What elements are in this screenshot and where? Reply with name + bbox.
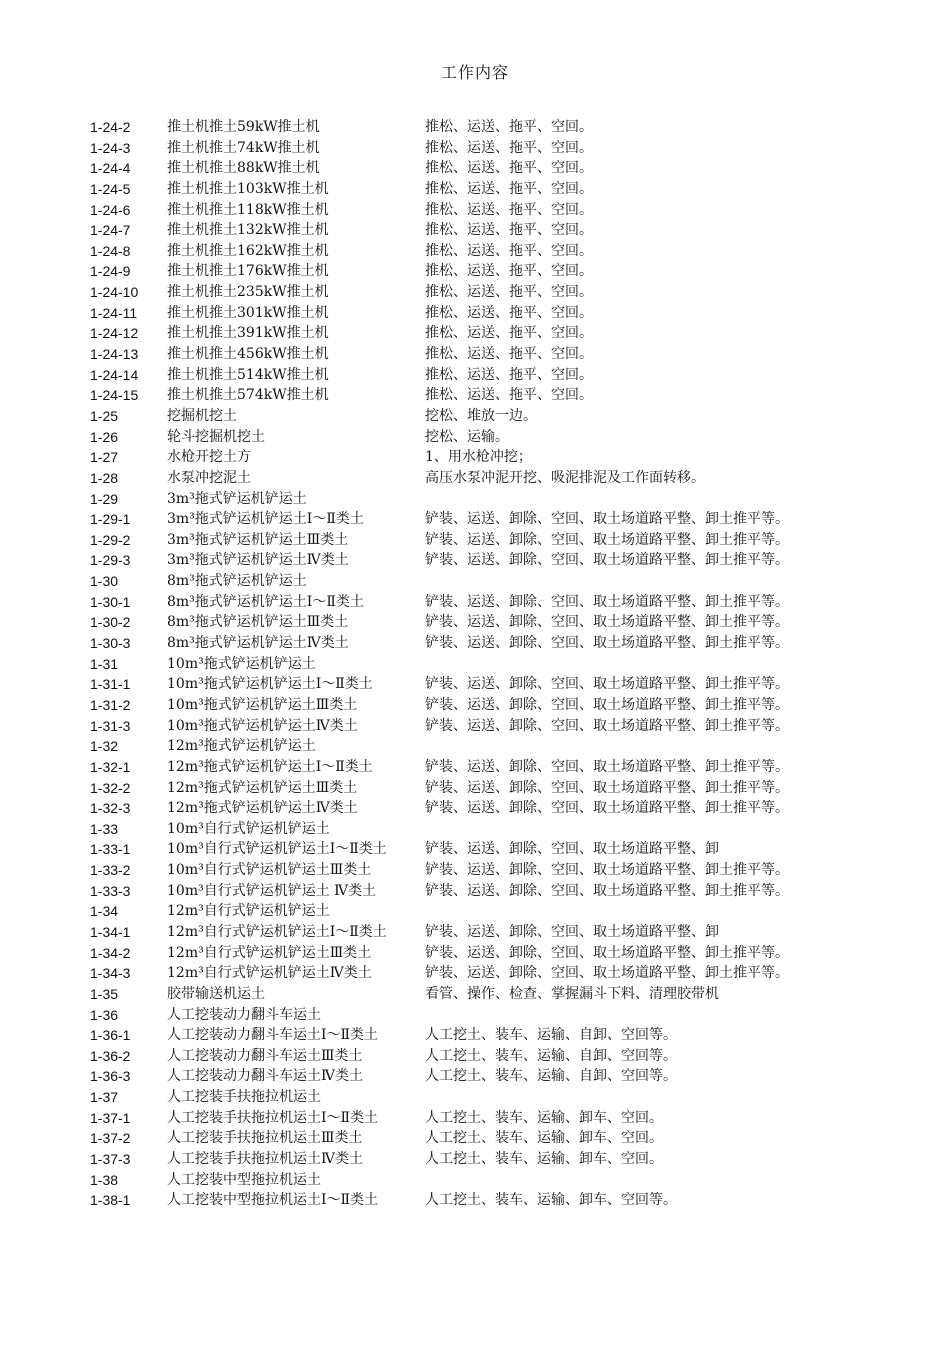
item-code: 1-36-3 — [90, 1068, 131, 1085]
item-name: 10m³自行式铲运机铲运土 — [167, 820, 330, 837]
item-content: 1、用水枪冲挖； — [425, 449, 532, 466]
item-code: 1-30-3 — [90, 635, 131, 652]
item-content: 铲装、运送、卸除、空回、取土场道路平整、卸土推平等。 — [425, 696, 789, 713]
list-item — [90, 303, 940, 324]
list-item — [90, 674, 940, 695]
list-item — [90, 220, 940, 241]
item-code: 1-24-5 — [90, 180, 131, 197]
item-code: 1-37-1 — [90, 1109, 131, 1126]
item-content: 推松、运送、拖平、空回。 — [425, 201, 593, 218]
item-name: 3m³拖式铲运机铲运土Ⅲ类土 — [167, 531, 349, 548]
item-name: 10m³拖式铲运机铲运土Ⅳ类土 — [167, 717, 358, 734]
item-name: 推土机推土176kW推土机 — [167, 263, 329, 280]
item-code: 1-29-2 — [90, 531, 131, 548]
list-item — [90, 1046, 940, 1067]
item-code: 1-24-10 — [90, 284, 139, 301]
item-name: 12m³自行式铲运机铲运土 — [167, 903, 330, 920]
item-content: 铲装、运送、卸除、空回、取土场道路平整、卸土推平等。 — [425, 882, 789, 899]
item-content: 推松、运送、拖平、空回。 — [425, 325, 593, 342]
list-item — [90, 819, 940, 840]
item-code: 1-33-1 — [90, 841, 131, 858]
item-name: 推土机推土118kW推土机 — [167, 201, 329, 218]
item-name: 推土机推土103kW推土机 — [167, 180, 329, 197]
list-item — [90, 736, 940, 757]
item-name: 12m³自行式铲运机铲运土Ⅲ类土 — [167, 944, 372, 961]
item-name: 10m³自行式铲运机铲运土Ⅰ～Ⅱ类土 — [167, 841, 387, 858]
item-name: 推土机推土514kW推土机 — [167, 366, 329, 383]
item-code: 1-31 — [90, 655, 119, 672]
list-item — [90, 406, 940, 427]
item-code: 1-31-3 — [90, 717, 131, 734]
item-content: 铲装、运送、卸除、空回、取土场道路平整、卸土推平等。 — [425, 800, 789, 817]
item-name: 水泵冲挖泥土 — [167, 469, 251, 486]
item-content: 人工挖土、装车、运输、自卸、空回等。 — [425, 1047, 677, 1064]
item-content: 挖松、堆放一边。 — [425, 407, 537, 424]
list-item — [90, 550, 940, 571]
item-content: 人工挖土、装车、运输、卸车、空回。 — [425, 1130, 663, 1147]
list-item — [90, 509, 940, 530]
list-item — [90, 530, 940, 551]
item-name: 推土机推土59kW推土机 — [167, 119, 320, 135]
list-item — [90, 447, 940, 468]
item-name: 推土机推土391kW推土机 — [167, 325, 329, 342]
item-code: 1-28 — [90, 469, 119, 486]
item-name: 推土机推土162kW推土机 — [167, 242, 329, 259]
list-item — [90, 881, 940, 902]
item-content: 推松、运送、拖平、空回。 — [425, 284, 593, 301]
item-content: 铲装、运送、卸除、空回、取土场道路平整、卸土推平等。 — [425, 862, 789, 879]
item-content: 铲装、运送、卸除、空回、取土场道路平整、卸土推平等。 — [425, 511, 789, 528]
item-code: 1-26 — [90, 428, 119, 445]
list-item — [90, 695, 940, 716]
item-code: 1-29-1 — [90, 511, 131, 528]
item-code: 1-36 — [90, 1006, 119, 1023]
item-name: 推土机推土88kW推土机 — [167, 160, 320, 177]
item-name: 3m³拖式铲运机铲运土 — [167, 490, 307, 507]
item-name: 人工挖装动力翻斗车运土Ⅰ～Ⅱ类土 — [167, 1027, 379, 1044]
item-name: 轮斗挖掘机挖土 — [167, 428, 265, 445]
item-content: 高压水泵冲泥开挖、吸泥排泥及工作面转移。 — [425, 469, 705, 486]
item-code: 1-24-4 — [90, 160, 131, 177]
item-content: 铲装、运送、卸除、空回、取土场道路平整、卸土推平等。 — [425, 593, 789, 610]
list-item — [90, 1025, 940, 1046]
list-item — [90, 200, 940, 221]
item-code: 1-33-2 — [90, 862, 131, 879]
item-name: 人工挖装手扶拖拉机运土Ⅳ类土 — [167, 1151, 363, 1168]
item-content: 推松、运送、拖平、空回。 — [425, 387, 593, 404]
item-code: 1-37-3 — [90, 1151, 131, 1168]
item-content: 推松、运送、拖平、空回。 — [425, 366, 593, 383]
item-content: 推松、运送、拖平、空回。 — [425, 222, 593, 239]
item-content: 推松、运送、拖平、空回。 — [425, 242, 593, 259]
item-code: 1-24-3 — [90, 139, 131, 156]
item-code: 1-34-3 — [90, 965, 131, 982]
list-item — [90, 489, 940, 510]
item-name: 推土机推土74kW推土机 — [167, 139, 320, 156]
item-code: 1-30 — [90, 573, 119, 590]
list-item — [90, 344, 940, 365]
item-content: 人工挖土、装车、运输、卸车、空回。 — [425, 1109, 663, 1126]
item-code: 1-24-9 — [90, 263, 131, 280]
item-code: 1-34 — [90, 903, 119, 920]
work-content-list — [90, 117, 940, 1211]
list-item — [90, 1149, 940, 1170]
item-code: 1-36-2 — [90, 1047, 131, 1064]
list-item — [90, 860, 940, 881]
item-code: 1-27 — [90, 449, 119, 466]
list-item — [90, 943, 940, 964]
item-name: 10m³自行式铲运机铲运土Ⅲ类土 — [167, 862, 372, 879]
item-content: 铲装、运送、卸除、空回、取土场道路平整、卸土推平等。 — [425, 635, 789, 652]
list-item — [90, 179, 940, 200]
item-name: 3m³拖式铲运机铲运土Ⅳ类土 — [167, 552, 349, 569]
list-item — [90, 922, 940, 943]
item-code: 1-32-1 — [90, 758, 131, 775]
list-item — [90, 1087, 940, 1108]
item-content: 铲装、运送、卸除、空回、取土场道路平整、卸 — [425, 923, 719, 940]
item-code: 1-30-1 — [90, 593, 131, 610]
item-code: 1-34-1 — [90, 923, 131, 940]
item-name: 10m³拖式铲运机铲运土Ⅲ类土 — [167, 696, 358, 713]
item-content: 铲装、运送、卸除、空回、取土场道路平整、卸土推平等。 — [425, 944, 789, 961]
list-item — [90, 716, 940, 737]
item-name: 12m³拖式铲运机铲运土Ⅳ类土 — [167, 800, 358, 817]
page-title: 工作内容 — [440, 63, 509, 82]
item-name: 8m³拖式铲运机铲运土Ⅳ类土 — [167, 635, 349, 652]
list-item — [90, 117, 940, 138]
item-code: 1-29 — [90, 490, 119, 507]
item-code: 1-29-3 — [90, 552, 131, 569]
item-code: 1-38 — [90, 1171, 119, 1188]
item-name: 人工挖装中型拖拉机运土Ⅰ～Ⅱ类土 — [167, 1192, 379, 1209]
list-item — [90, 138, 940, 159]
item-name: 推土机推土235kW推土机 — [167, 284, 329, 301]
list-item — [90, 468, 940, 489]
item-name: 12m³自行式铲运机铲运土Ⅳ类土 — [167, 965, 372, 982]
item-name: 人工挖装动力翻斗车运土Ⅲ类土 — [167, 1047, 363, 1064]
item-name: 12m³拖式铲运机铲运土 — [167, 738, 316, 755]
item-name: 推土机推土456kW推土机 — [167, 346, 329, 363]
list-item — [90, 241, 940, 262]
item-name: 12m³拖式铲运机铲运土Ⅰ～Ⅱ类土 — [167, 758, 373, 775]
item-name: 推土机推土574kW推土机 — [167, 387, 329, 404]
item-content: 挖松、运输。 — [425, 428, 509, 445]
item-content: 推松、运送、拖平、空回。 — [425, 346, 593, 363]
item-code: 1-24-14 — [90, 366, 139, 383]
item-content: 推松、运送、拖平、空回。 — [425, 139, 593, 156]
item-code: 1-32-3 — [90, 800, 131, 817]
item-code: 1-38-1 — [90, 1192, 131, 1209]
list-item — [90, 261, 940, 282]
item-code: 1-30-2 — [90, 614, 131, 631]
list-item — [90, 1066, 940, 1087]
item-content: 人工挖土、装车、运输、卸车、空回等。 — [425, 1192, 677, 1209]
item-code: 1-24-8 — [90, 242, 131, 259]
item-name: 8m³拖式铲运机铲运土 — [167, 573, 307, 590]
list-item — [90, 612, 940, 633]
item-name: 人工挖装手扶拖拉机运土 — [167, 1089, 321, 1106]
list-item — [90, 839, 940, 860]
list-item — [90, 778, 940, 799]
list-item — [90, 984, 940, 1005]
item-code: 1-25 — [90, 407, 119, 424]
item-code: 1-24-15 — [90, 387, 139, 404]
list-item — [90, 963, 940, 984]
list-item — [90, 282, 940, 303]
list-item — [90, 901, 940, 922]
item-content: 铲装、运送、卸除、空回、取土场道路平整、卸土推平等。 — [425, 717, 789, 734]
item-content: 铲装、运送、卸除、空回、取土场道路平整、卸 — [425, 841, 719, 858]
item-name: 人工挖装中型拖拉机运土 — [167, 1171, 321, 1188]
list-item — [90, 571, 940, 592]
item-code: 1-24-12 — [90, 325, 139, 342]
item-code: 1-24-6 — [90, 201, 131, 218]
item-code: 1-37 — [90, 1089, 119, 1106]
item-code: 1-24-7 — [90, 222, 131, 239]
item-content: 推松、运送、拖平、空回。 — [425, 304, 593, 321]
item-content: 推松、运送、拖平、空回。 — [425, 160, 593, 177]
item-name: 人工挖装手扶拖拉机运土Ⅰ～Ⅱ类土 — [167, 1109, 379, 1126]
item-content: 铲装、运送、卸除、空回、取土场道路平整、卸土推平等。 — [425, 552, 789, 569]
list-item — [90, 633, 940, 654]
item-content: 铲装、运送、卸除、空回、取土场道路平整、卸土推平等。 — [425, 758, 789, 775]
item-name: 胶带输送机运土 — [167, 985, 265, 1002]
item-code: 1-35 — [90, 985, 119, 1002]
list-item — [90, 1108, 940, 1129]
item-name: 10m³自行式铲运机铲运土 Ⅳ类土 — [167, 882, 377, 899]
item-content: 铲装、运送、卸除、空回、取土场道路平整、卸土推平等。 — [425, 676, 789, 693]
item-content: 看管、操作、检查、掌握漏斗下料、清理胶带机 — [425, 985, 719, 1002]
item-content: 人工挖土、装车、运输、卸车、空回。 — [425, 1151, 663, 1168]
item-code: 1-33-3 — [90, 882, 131, 899]
item-code: 1-24-13 — [90, 346, 139, 363]
item-code: 1-31-2 — [90, 696, 131, 713]
item-name: 10m³拖式铲运机铲运土Ⅰ～Ⅱ类土 — [167, 676, 373, 693]
item-name: 12m³拖式铲运机铲运土Ⅲ类土 — [167, 779, 358, 796]
item-name: 推土机推土301kW推土机 — [167, 304, 329, 321]
list-item — [90, 323, 940, 344]
item-code: 1-24-11 — [90, 304, 138, 321]
item-name: 挖掘机挖土 — [167, 407, 237, 424]
item-name: 3m³拖式铲运机铲运土Ⅰ～Ⅱ类土 — [167, 511, 364, 528]
item-name: 人工挖装动力翻斗车运土 — [167, 1006, 321, 1023]
item-code: 1-36-1 — [90, 1027, 131, 1044]
item-name: 10m³拖式铲运机铲运土 — [167, 655, 316, 672]
item-content: 铲装、运送、卸除、空回、取土场道路平整、卸土推平等。 — [425, 779, 789, 796]
item-code: 1-31-1 — [90, 676, 131, 693]
item-code: 1-34-2 — [90, 944, 131, 961]
item-code: 1-32-2 — [90, 779, 131, 796]
item-name: 推土机推土132kW推土机 — [167, 222, 329, 239]
list-item — [90, 1005, 940, 1026]
list-item — [90, 365, 940, 386]
list-item — [90, 757, 940, 778]
list-item — [90, 385, 940, 406]
item-name: 12m³自行式铲运机铲运土Ⅰ～Ⅱ类土 — [167, 923, 387, 940]
item-name: 8m³拖式铲运机铲运土Ⅰ～Ⅱ类土 — [167, 593, 364, 610]
item-name: 8m³拖式铲运机铲运土Ⅲ类土 — [167, 614, 349, 631]
item-name: 水枪开挖土方 — [167, 449, 251, 466]
item-content: 推松、运送、拖平、空回。 — [425, 263, 593, 280]
list-item — [90, 798, 940, 819]
list-item — [90, 158, 940, 179]
list-item — [90, 592, 940, 613]
list-item — [90, 1170, 940, 1191]
item-content: 铲装、运送、卸除、空回、取土场道路平整、卸土推平等。 — [425, 531, 789, 548]
item-code: 1-32 — [90, 738, 119, 755]
list-item — [90, 654, 940, 675]
item-content: 铲装、运送、卸除、空回、取土场道路平整、卸土推平等。 — [425, 965, 789, 982]
item-code: 1-33 — [90, 820, 119, 837]
item-code: 1-24-2 — [90, 119, 131, 135]
item-content: 推松、运送、拖平、空回。 — [425, 180, 593, 197]
item-name: 人工挖装手扶拖拉机运土Ⅲ类土 — [167, 1130, 363, 1147]
list-item — [90, 1128, 940, 1149]
item-content: 人工挖土、装车、运输、自卸、空回等。 — [425, 1068, 677, 1085]
list-item — [90, 1190, 940, 1211]
item-content: 推松、运送、拖平、空回。 — [425, 119, 593, 135]
item-name: 人工挖装动力翻斗车运土Ⅳ类土 — [167, 1068, 363, 1085]
item-content: 铲装、运送、卸除、空回、取土场道路平整、卸土推平等。 — [425, 614, 789, 631]
list-item — [90, 427, 940, 448]
item-code: 1-37-2 — [90, 1130, 131, 1147]
item-content: 人工挖土、装车、运输、自卸、空回等。 — [425, 1027, 677, 1044]
